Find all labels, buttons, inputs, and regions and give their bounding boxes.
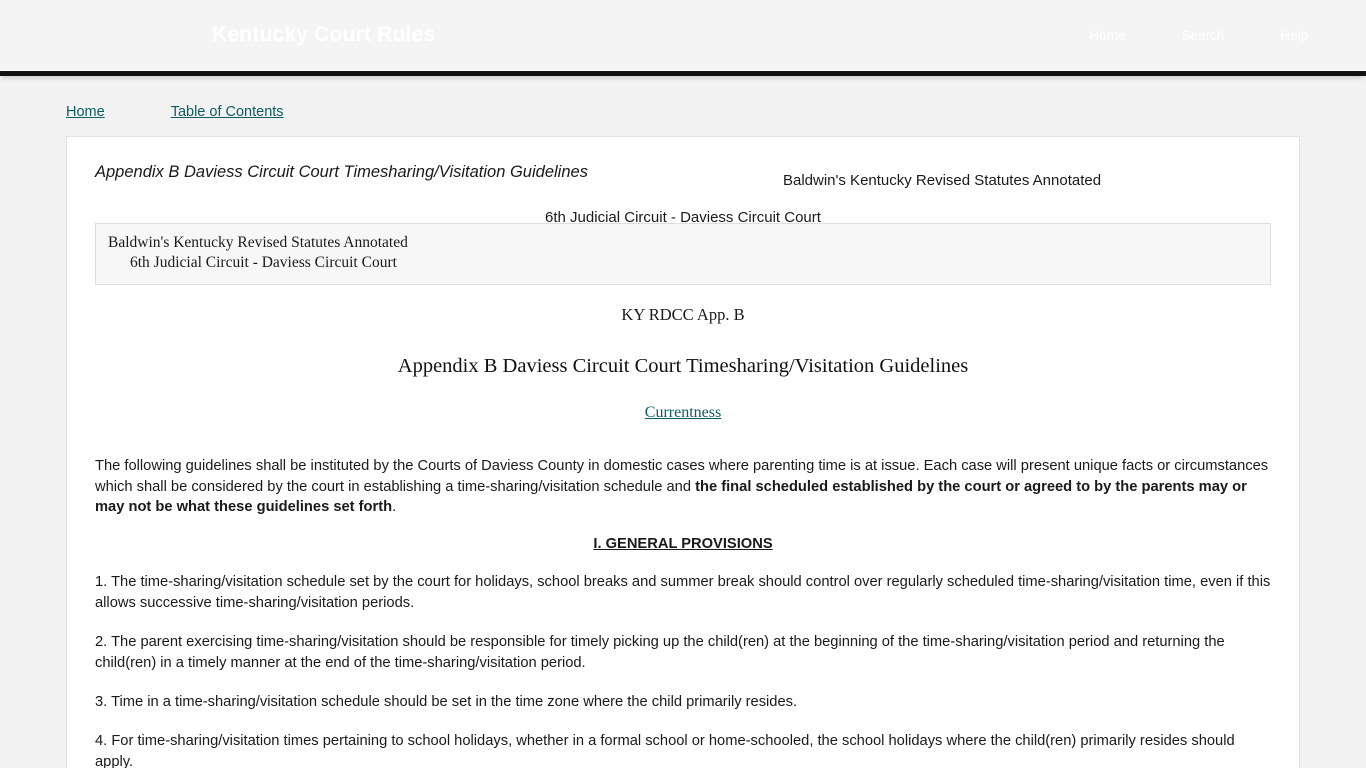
intro-text-part1: The following guidelines shall be instituted by the Courts of Daviess County in domestic cases where parenting time is at issue. Each case will present unique facts or circumstances which shall be considered by the court in establishing a time-sharing/visitation schedule and [95, 457, 1269, 495]
provision-item-1: 1. The time-sharing/visitation schedule set by the court for holidays, school breaks and summer break should control over regularly scheduled time-sharing/visitation time, even if this allows successive time-sharing/visitation periods. [95, 574, 1271, 612]
currentness-row [95, 404, 1271, 422]
breadcrumb-home-link[interactable]: Home [66, 104, 105, 120]
intro-text-part2: . [392, 499, 397, 516]
breadcrumb-table-of-contents-link[interactable]: Table of Contents [170, 104, 284, 120]
breadcrumb [0, 76, 1366, 136]
section-heading-general-provisions: I. GENERAL PROVISIONS [593, 536, 773, 553]
provision-item-4: 4. For time-sharing/visitation times pertaining to school holidays, whether in a formal school or home-schooled, the school holidays where the child(ren) primarily resides should apply. [95, 732, 1235, 768]
site-header [0, 0, 1366, 70]
source-line-court: 6th Judicial Circuit - Daviess Circuit Court [130, 253, 397, 271]
document-header [95, 151, 1271, 226]
nav-home[interactable]: Home [1089, 27, 1126, 43]
source-citation-box [95, 223, 1271, 285]
intro-paragraph [95, 456, 1271, 519]
site-brand: Kentucky Court Rules [212, 23, 436, 46]
currentness-link[interactable]: Currentness [644, 403, 722, 421]
provision-item-2: 2. The parent exercising time-sharing/visitation should be responsible for timely picking up the child(ren) at the beginning of the time-sharing/visitation period and returning the child(ren) in a timely manner at the end of the time-sharing/visitation period. [95, 634, 1225, 671]
document-header-title: Appendix B Daviess Circuit Court Timesharing/Visitation Guidelines [95, 163, 588, 181]
document-header-publication: Baldwin's Kentucky Revised Statutes Annotated [783, 172, 1102, 189]
provision-item-3: 3. Time in a time-sharing/visitation schedule should be set in the time zone where the child primarily resides. [95, 693, 798, 710]
header-nav [1089, 28, 1308, 43]
citation-reference: KY RDCC App. B [621, 304, 745, 324]
document-card [66, 136, 1300, 768]
nav-help[interactable]: Help [1280, 27, 1308, 43]
nav-search[interactable]: Search [1181, 27, 1225, 43]
document-title: Appendix B Daviess Circuit Court Timesharing/Visitation Guidelines [397, 354, 969, 377]
source-line-publication: Baldwin's Kentucky Revised Statutes Annotated [108, 234, 408, 251]
intro-text-bold: the final scheduled established by the court or agreed to by the parents may or may not be what these guidelines set forth [95, 478, 1247, 516]
document-header-subtitle: 6th Judicial Circuit - Daviess Circuit Court [545, 209, 821, 226]
